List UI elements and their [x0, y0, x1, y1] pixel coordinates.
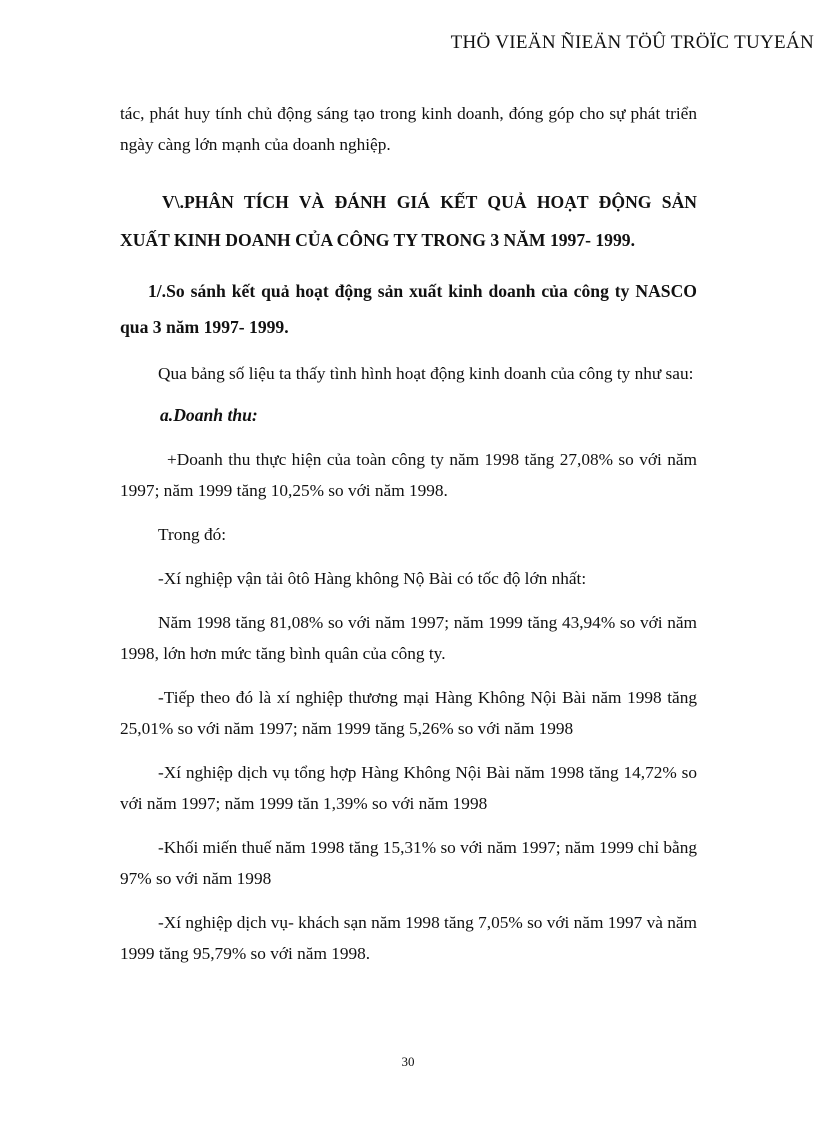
subsection-heading: 1/.So sánh kết quả hoạt động sản xuất kinh doanh của công ty NASCO qua 3 năm 1997- 1999. — [120, 281, 697, 337]
paragraph-hotel: -Xí nghiệp dịch vụ- khách sạn năm 1998 tăng 7,05% so với năm 1997 và năm 1999 tăng 95,79% so với năm 1998. — [120, 913, 697, 963]
paragraph-in-which: Trong đó: — [158, 525, 227, 544]
paragraph-intro: tác, phát huy tính chủ động sáng tạo trong kinh doanh, đóng góp cho sự phát triển ngày càng lớn mạnh của doanh nghiệp. — [120, 104, 697, 154]
paragraph-services: -Xí nghiệp dịch vụ tổng hợp Hàng Không Nội Bài năm 1998 tăng 14,72% so với năm 1997; năm 1999 tăn 1,39% so với năm 1998 — [120, 763, 697, 813]
paragraph-transport-intro: -Xí nghiệp vận tải ôtô Hàng không Nộ Bài có tốc độ lớn nhất: — [158, 569, 587, 588]
paragraph-transport-detail: Năm 1998 tăng 81,08% so với năm 1997; năm 1999 tăng 43,94% so với năm 1998, lớn hơn mức tăng bình quân của công ty. — [120, 613, 697, 663]
page-number: 30 — [401, 1054, 415, 1069]
section-heading: V\.PHÂN TÍCH VÀ ĐÁNH GIÁ KẾT QUẢ HOẠT ĐỘNG SẢN XUẤT KINH DOANH CỦA CÔNG TY TRONG 3 NĂM 1997- 1999. — [120, 192, 697, 250]
document-body — [120, 98, 697, 969]
paragraph-revenue: +Doanh thu thực hiện của toàn công ty năm 1998 tăng 27,08% so với năm 1997; năm 1999 tăng 10,25% so với năm 1998. — [120, 450, 697, 500]
paragraph-dutyfree: -Khối miến thuế năm 1998 tăng 15,31% so với năm 1997; năm 1999 chỉ bằng 97% so với năm 1998 — [120, 838, 697, 888]
paragraph-overview: Qua bảng số liệu ta thấy tình hình hoạt động kinh doanh của công ty như sau: — [158, 364, 694, 383]
revenue-subheading: a.Doanh thu: — [160, 405, 258, 425]
running-header: THÖ VIEÄN ÑIEÄN TÖÛ TRÖÏC TUYEÁN — [450, 32, 814, 53]
paragraph-trade: -Tiếp theo đó là xí nghiệp thương mại Hàng Không Nội Bài năm 1998 tăng 25,01% so với năm 1997; năm 1999 tăng 5,26% so với năm 1998 — [120, 688, 697, 738]
